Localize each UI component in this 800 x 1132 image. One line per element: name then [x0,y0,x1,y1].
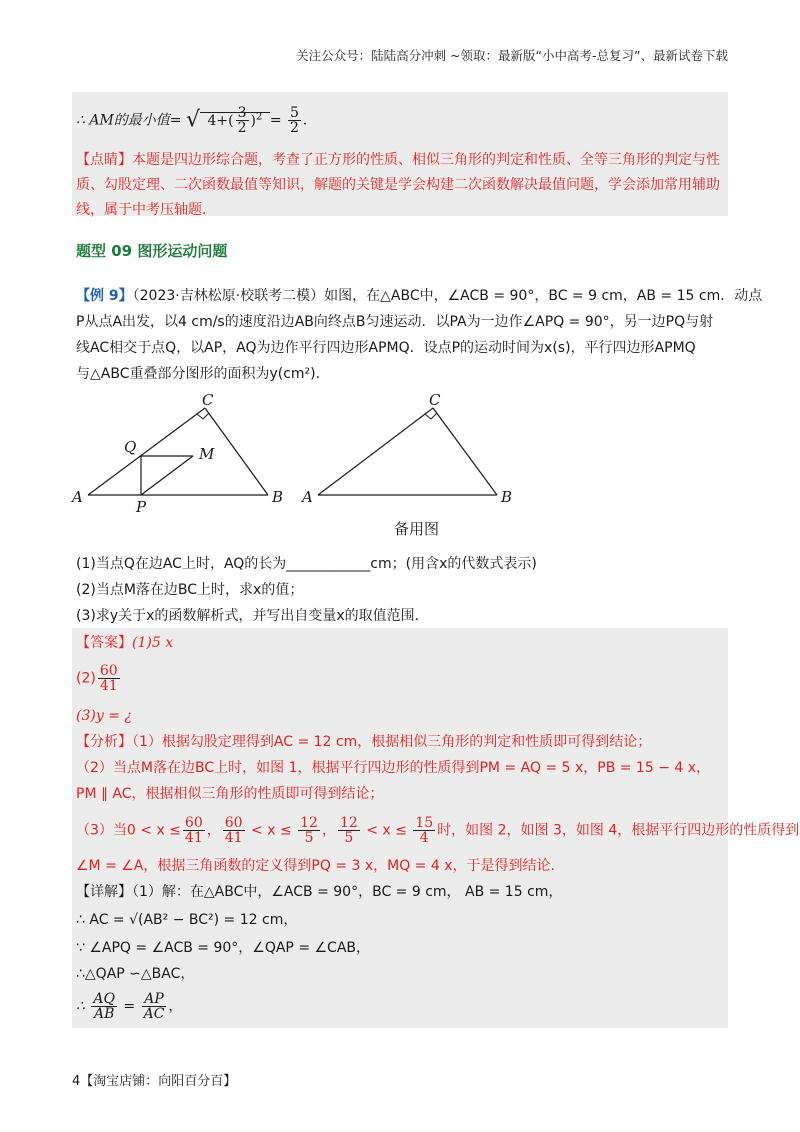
answer-2-num: 60 [99,663,118,679]
detail-line2: ∴ AC = √(AB² − BC²) = 12 cm， [76,912,298,928]
comment-line3: 线，属于中考压轴题． [76,202,216,218]
problem-tag: 【例 9】 [76,288,133,304]
am-min-root: 4+ [207,112,229,129]
detail5-n2: AP [142,992,167,1007]
am-min-num: 3 [237,105,247,121]
detail5-end: ， [168,998,183,1015]
analysis4-f4d: 5 [344,830,354,846]
label-left-C: C [202,391,214,409]
analysis4-f5d: 4 [419,830,429,846]
analysis4-f1d: 41 [184,830,203,846]
analysis4-f4n: 12 [339,815,358,831]
analysis-line3: PM ∥ AC，根据相似三角形的性质即可得到结论； [76,786,384,802]
analysis4-f5n: 15 [415,815,434,831]
page-footer: 4【淘宝店铺：向阳百分百】 [72,1074,237,1089]
am-min-den: 2 [237,120,247,136]
analysis4-f2d: 41 [224,830,243,846]
detail-line4: ∴△QAP ∽△BAC， [76,966,195,982]
analysis4-mid2: < x ≤ [361,822,412,839]
label-left-Q: Q [124,438,137,456]
problem-line3: 线AC相交于点Q，以AP，AQ为边作平行四边形APMQ．设点P的运动时间为x(s)，平行四边形APMQ [76,340,696,356]
label-right-C: C [429,391,441,409]
analysis-line4: （3）当0 < x ≤ $\frac{60}{41}$ ， $\frac{60}{41}$ < x ≤ $\frac{12}{5}$ ， $\frac{12}{5}$ < x ≤ $\frac{15}{4}$ 时，如图 2，如图 3，如图 4，根据平行四边形的性质得到 [76,815,800,846]
comment-line2: 质、勾股定理、二次函数最值等知识，解题的关键是学会构建二次函数解决最值问题，学会添加常用辅助 [76,177,720,193]
label-left-A: A [72,488,83,506]
am-min-prefix: ∴ AM的最小值= [76,112,182,129]
label-right-A: A [302,488,313,506]
analysis4-mid1: < x ≤ [246,822,297,839]
problem-line1 [76,286,762,306]
detail5-n1: AQ [93,991,115,1007]
problem-text1: （2023·吉林松原·校联考二模）如图，在△ABC中，∠ACB = 90°，BC = 9 cm，AB = 15 cm．动点 [132,288,763,304]
analysis4-end: 时，如图 2，如图 3，如图 4，根据平行四边形的性质得到 [437,822,800,839]
label-left-P: P [136,498,147,516]
answer-3: (3)y = ¿ [76,708,132,724]
detail-line3: ∵ ∠APQ = ∠ACB = 90°，∠QAP = ∠CAB， [76,940,371,956]
section-title: 题型 09 图形运动问题 [76,242,228,260]
am-min-res-den: 2 [290,120,299,136]
analysis-line5: ∠M = ∠A，根据三角函数的定义得到PQ = 3 x，MQ = 4 x，于是得到结论． [76,858,565,874]
label-right-B: B [501,488,513,506]
triangle-figures [0,390,800,550]
question-1: (1)当点Q在边AC上时，AQ的长为____________cm；(用含x的代数式表示) [76,556,537,572]
problem-line4: 与△ABC重叠部分图形的面积为y(cm²)． [76,366,330,382]
analysis-line1: 【分析】（1）根据勾股定理得到AC = 12 cm，根据相似三角形的判定和性质即可得到结论； [76,734,652,750]
answer-line1 [76,633,173,653]
analysis4-f1n: 60 [184,815,203,831]
answer-2-den: 41 [99,678,118,694]
figure-caption: 备用图 [394,520,440,538]
question-3: (3)求y关于x的函数解析式，并写出自变量x的取值范围． [76,608,429,624]
am-min-line: ∴ AM的最小值= √ 4+( $\frac{3}{2}$ )$^2$ = $\frac{5}{2}$ ． [76,105,317,136]
label-left-M: M [199,445,215,463]
am-min-res-num: 5 [290,105,299,121]
detail-line1: 【详解】（1）解：在△ABC中，∠ACB = 90°，BC = 9 cm， AB = 15 cm， [76,884,563,900]
question-2: (2)当点M落在边BC上时，求x的值； [76,582,304,598]
analysis4-f2n: 60 [224,815,243,831]
answer-2-prefix: (2) [76,670,96,687]
detail5-prefix: ∴ [76,998,90,1015]
comment-line1: 【点睛】本题是四边形综合题，考查了正方形的性质、相似三角形的判定和性质、全等三角形的判定与性 [76,152,720,168]
page-header: 关注公众号：陆陆高分冲刺 ~领取：最新版“小中高考-总复习”、最新试卷下载 [296,48,728,63]
label-left-B: B [272,488,284,506]
answer-1: (1)5 x [132,635,174,651]
figure-right [300,391,512,506]
answer-tag: 【答案】 [76,635,132,651]
am-min-exp: 2 [255,110,263,122]
answer-line2 [76,664,122,693]
analysis4-a: （3）当0 < x ≤ [76,822,181,839]
problem-line2: P从点A出发，以4 cm/s的速度沿边AB向终点B匀速运动．以PA为一边作∠APQ = 90°，另一边PQ与射 [76,314,714,330]
analysis4-f3d: 5 [304,830,314,846]
analysis-line2: （2）当点M落在边BC上时，如图 1，根据平行四边形的性质得到PM = AQ = 5 x，PB = 15 − 4 x， [76,760,711,776]
analysis4-f3n: 12 [300,815,318,831]
detail-line5: ∴ $\frac{AQ}{AB}$ = $\frac{AP}{AC}$ ， [76,991,183,1022]
detail5-d1: AB [93,1006,115,1022]
figure-left [70,391,283,516]
detail5-d2: AC [143,1006,165,1022]
